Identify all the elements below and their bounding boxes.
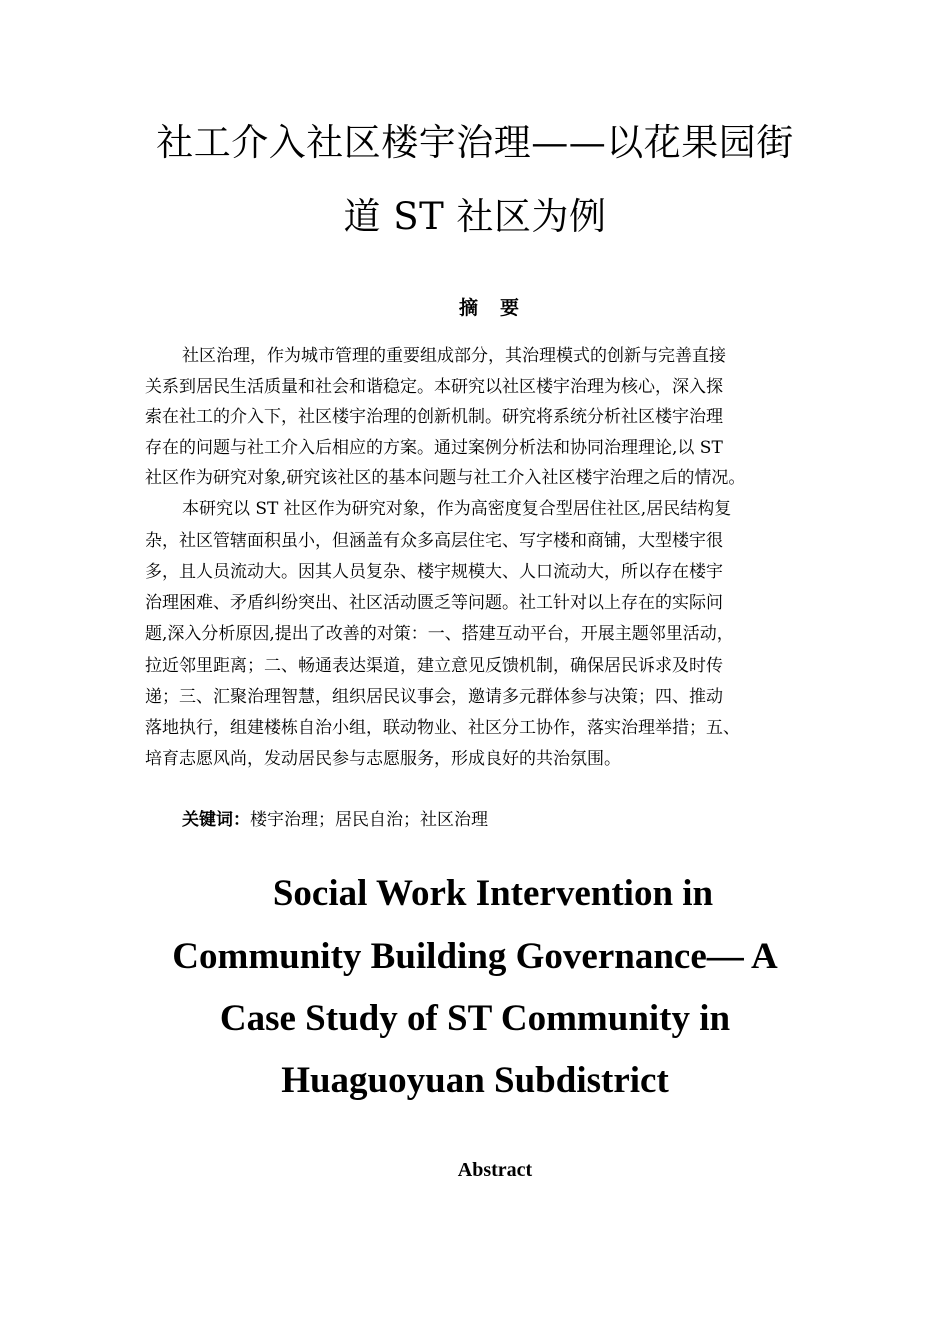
paragraph-line: 社区作为研究对象,研究该社区的基本问题与社工介入社区楼宇治理之后的情况。 xyxy=(145,468,746,488)
paragraph-line: 杂，社区管辖面积虽小，但涵盖有众多高层住宅、写字楼和商铺，大型楼宇很 xyxy=(145,531,723,551)
english-title-line-4: Huaguoyuan Subdistrict xyxy=(281,1060,669,1101)
paragraph-line: 递；三、汇聚治理智慧，组织居民议事会，邀请多元群体参与决策；四、推动 xyxy=(145,687,723,707)
paragraph-line: 索在社工的介入下，社区楼宇治理的创新机制。研究将系统分析社区楼宇治理 xyxy=(145,407,723,427)
keywords-value: 楼宇治理；居民自治；社区治理 xyxy=(250,810,488,830)
chinese-abstract-heading: 摘要 xyxy=(458,297,541,319)
paragraph-line: 拉近邻里距离；二、畅通表达渠道，建立意见反馈机制，确保居民诉求及时传 xyxy=(145,656,723,676)
paragraph-line: 关系到居民生活质量和社会和谐稳定。本研究以社区楼宇治理为核心，深入探 xyxy=(145,377,723,397)
paragraph-line: 治理困难、矛盾纠纷突出、社区活动匮乏等问题。社工针对以上存在的实际问 xyxy=(145,593,723,613)
chinese-keywords xyxy=(182,809,488,831)
paragraph-line: 多，且人员流动大。因其人员复杂、楼宇规模大、人口流动大，所以存在楼宇 xyxy=(145,562,723,582)
english-title-line-1: Social Work Intervention in xyxy=(272,873,714,914)
paragraph-line: 社区治理，作为城市管理的重要组成部分，其治理模式的创新与完善直接 xyxy=(182,346,726,366)
english-title-line-2: Community Building Governance— A xyxy=(172,936,778,977)
english-title-line-3: Case Study of ST Community in xyxy=(219,998,731,1039)
paragraph-line: 培育志愿风尚，发动居民参与志愿服务，形成良好的共治氛围。 xyxy=(145,749,621,769)
paragraph-line: 存在的问题与社工介入后相应的方案。通过案例分析法和协同治理理论,以 ST xyxy=(145,438,723,458)
paragraph-line: 本研究以 ST 社区作为研究对象，作为高密度复合型居住社区,居民结构复 xyxy=(182,499,732,519)
english-abstract-heading: Abstract xyxy=(457,1159,533,1181)
chinese-title-line-1: 社工介入社区楼宇治理——以花果园街 xyxy=(156,121,794,164)
paragraph-line: 落地执行，组建楼栋自治小组，联动物业、社区分工协作，落实治理举措；五、 xyxy=(145,718,740,738)
keywords-label: 关键词： xyxy=(182,810,250,830)
paragraph-line: 题,深入分析原因,提出了改善的对策：一、搭建互动平台，开展主题邻里活动， xyxy=(145,624,734,644)
chinese-title-line-2: 道 ST 社区为例 xyxy=(343,195,607,238)
